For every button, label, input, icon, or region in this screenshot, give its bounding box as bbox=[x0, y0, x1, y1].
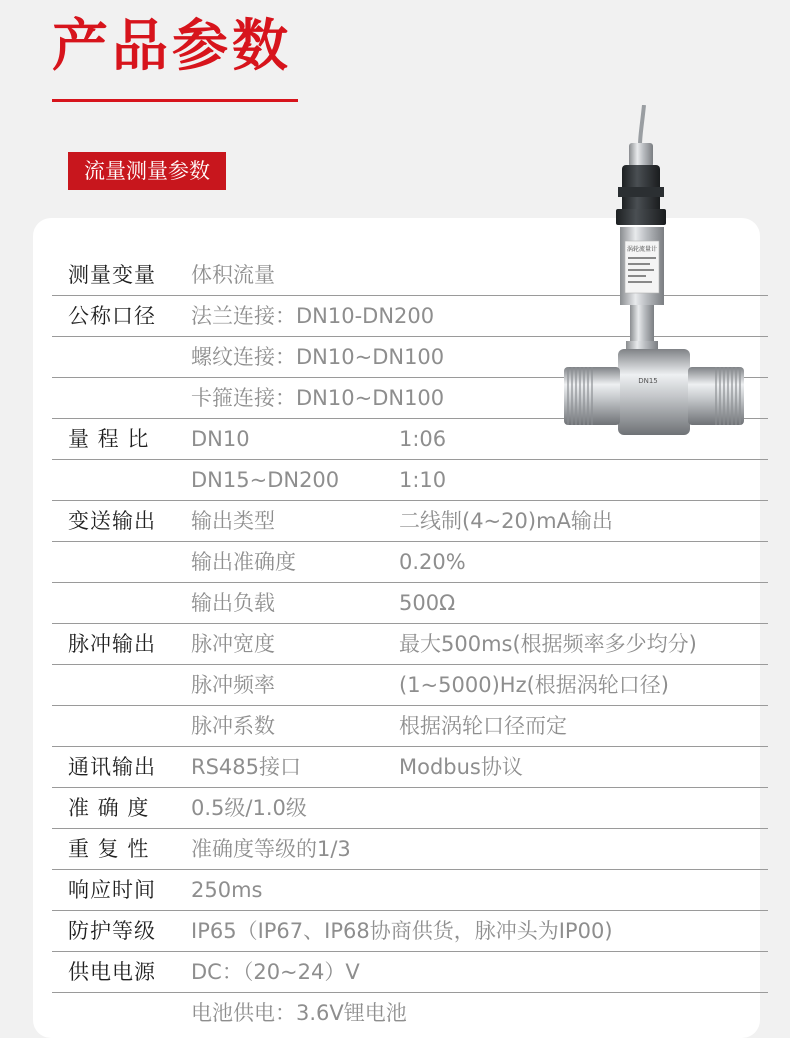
table-row bbox=[52, 706, 768, 747]
row-label: 重 复 性 bbox=[68, 837, 150, 861]
row-label: 公称口径 bbox=[68, 304, 156, 328]
row-value: 脉冲系数 bbox=[191, 714, 275, 738]
row-value-secondary: 1:10 bbox=[399, 468, 447, 492]
row-value: DN15~DN200 bbox=[191, 468, 340, 492]
row-value: 脉冲宽度 bbox=[191, 632, 275, 656]
row-value-secondary: 500Ω bbox=[399, 591, 456, 615]
row-value: 输出准确度 bbox=[191, 550, 296, 574]
row-value: 脉冲频率 bbox=[191, 673, 275, 697]
row-value-secondary: 1:06 bbox=[399, 427, 447, 451]
body-engraving-text: DN15 bbox=[638, 377, 658, 385]
table-row bbox=[52, 624, 768, 665]
table-row bbox=[52, 460, 768, 501]
row-label: 变送输出 bbox=[68, 509, 156, 533]
row-label: 通讯输出 bbox=[68, 755, 156, 779]
row-value: 250ms bbox=[191, 878, 263, 902]
table-row bbox=[52, 747, 768, 788]
row-value: IP65（IP67、IP68协商供货，脉冲头为IP00) bbox=[191, 919, 613, 943]
table-row bbox=[52, 870, 768, 911]
label-plate-text: 涡轮流量计 bbox=[626, 246, 658, 253]
table-row bbox=[52, 952, 768, 993]
table-row bbox=[52, 829, 768, 870]
row-value: DN10 bbox=[191, 427, 250, 451]
row-value: 电池供电：3.6V锂电池 bbox=[191, 1001, 407, 1025]
section-badge: 流量测量参数 bbox=[68, 152, 226, 190]
row-value-secondary: Modbus协议 bbox=[399, 755, 523, 779]
page-title: 产品参数 bbox=[52, 14, 292, 79]
row-value-secondary: (1~5000)Hz(根据涡轮口径) bbox=[399, 673, 669, 697]
row-value: 法兰连接：DN10-DN200 bbox=[191, 304, 435, 328]
table-row bbox=[52, 583, 768, 624]
row-value: 准确度等级的1/3 bbox=[191, 837, 351, 861]
row-value: 输出类型 bbox=[191, 509, 275, 533]
row-label: 测量变量 bbox=[68, 263, 156, 287]
turbine-flowmeter-image bbox=[556, 105, 756, 445]
table-row bbox=[52, 788, 768, 829]
row-value-secondary: 根据涡轮口径而定 bbox=[399, 714, 567, 738]
row-label: 响应时间 bbox=[68, 878, 156, 902]
title-underline bbox=[52, 99, 298, 102]
row-value-secondary: 0.20% bbox=[399, 550, 466, 574]
row-label: 防护等级 bbox=[68, 919, 156, 943]
row-label: 准 确 度 bbox=[68, 796, 150, 820]
row-value: 螺纹连接：DN10~DN100 bbox=[191, 345, 445, 369]
row-label: 脉冲输出 bbox=[68, 632, 156, 656]
row-value: RS485接口 bbox=[191, 755, 302, 779]
table-row bbox=[52, 993, 768, 1033]
row-label: 供电电源 bbox=[68, 960, 156, 984]
table-row bbox=[52, 542, 768, 583]
row-label: 量 程 比 bbox=[68, 427, 150, 451]
table-row bbox=[52, 501, 768, 542]
table-row bbox=[52, 665, 768, 706]
row-value: 体积流量 bbox=[191, 263, 275, 287]
row-value: 0.5级/1.0级 bbox=[191, 796, 307, 820]
row-value: 输出负载 bbox=[191, 591, 275, 615]
table-row bbox=[52, 911, 768, 952]
row-value-secondary: 二线制(4~20)mA输出 bbox=[399, 509, 613, 533]
row-value-secondary: 最大500ms(根据频率多少均分) bbox=[399, 632, 697, 656]
row-value: 卡箍连接：DN10~DN100 bbox=[191, 386, 445, 410]
row-value: DC：（20~24）V bbox=[191, 960, 360, 984]
